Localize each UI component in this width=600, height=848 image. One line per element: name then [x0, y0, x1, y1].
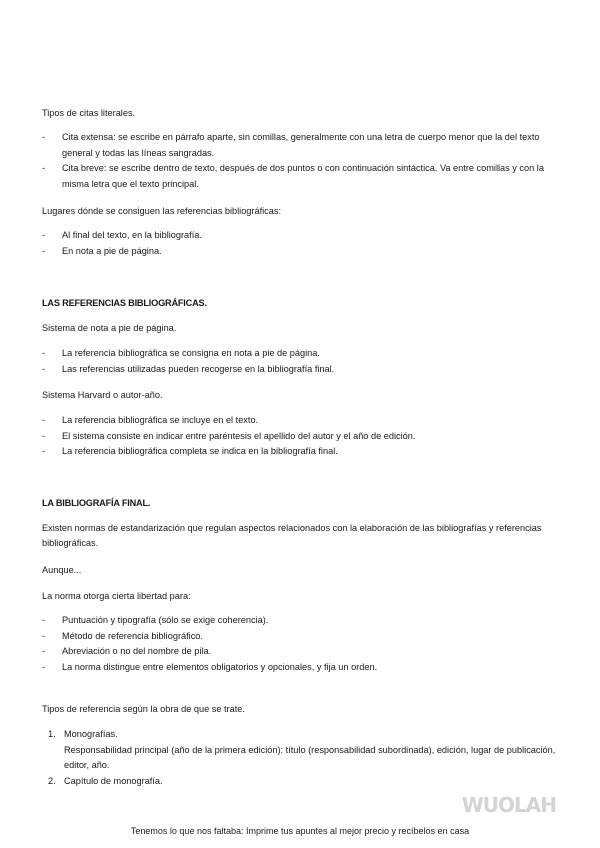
- referencias-title: LAS REFERENCIAS BIBLIOGRÁFICAS.: [42, 298, 207, 308]
- list-number: 2.: [48, 775, 56, 786]
- list-item: - Cita extensa: se escribe en párrafo aparte, sin comillas, generalmente con una letra de cuerpo menor que la del texto general y todas las líneas sangradas.: [42, 130, 567, 161]
- footer-text: Tenemos lo que nos faltaba: Imprime tus apuntes al mejor precio y recíbelos en casa: [130, 826, 470, 836]
- lugares-heading: Lugares dónde se consiguen las referencias bibliográficas:: [42, 206, 282, 216]
- aunque-text: Aunque...: [42, 565, 82, 575]
- tipo-label: Monografías.: [64, 729, 118, 739]
- list-item: - Puntuación y tipografía (sólo se exige coherencia).: [42, 613, 567, 629]
- nota-list: [42, 346, 567, 377]
- list-item: - Abreviación o no del nombre de pila.: [42, 644, 567, 660]
- tipos-heading: Tipos de referencia según la obra de que se trate.: [42, 704, 245, 714]
- list-number: 1.: [48, 729, 56, 739]
- list-item: - La norma distingue entre elementos obligatorios y opcionales, y fija un orden.: [42, 660, 567, 676]
- lugares-list: [42, 228, 567, 259]
- harvard-list: [42, 413, 567, 460]
- bibliografia-intro: Existen normas de estandarización que regulan aspectos relacionados con la elaboración de las bibliografías y referencias bibliográficas.: [42, 523, 542, 548]
- tipos-list: [42, 727, 567, 789]
- tipo-label: Capítulo de monografía.: [64, 775, 163, 786]
- list-item: - La referencia bibliográfica se consigna en nota a pie de página.: [42, 346, 567, 362]
- nota-heading: Sistema de nota a pie de página.: [42, 323, 177, 333]
- list-item: - La referencia bibliográfica completa se indica en la bibliografía final.: [42, 444, 567, 460]
- tipo-detail: Responsabilidad principal (año de la primera edición): título (responsabilidad subordinada), edición, lugar de publicación, editor, año.: [64, 744, 556, 770]
- list-item: - Método de referencia bibliográfico.: [42, 629, 567, 645]
- harvard-heading: Sistema Harvard o autor-año.: [42, 390, 163, 400]
- list-item: - Las referencias utilizadas pueden recogerse en la bibliografía final.: [42, 362, 567, 378]
- list-item: - El sistema consiste en indicar entre paréntesis el apellido del autor y el año de edición.: [42, 429, 567, 445]
- citas-list: [42, 130, 567, 192]
- bibliografia-title: LA BIBLIOGRAFÍA FINAL.: [42, 498, 151, 508]
- libertad-list: [42, 613, 567, 675]
- list-item: - Al final del texto, en la bibliografía.: [42, 228, 567, 244]
- libertad-heading: La norma otorga cierta libertad para:: [42, 591, 191, 601]
- list-item: - En nota a pie de página.: [42, 244, 567, 260]
- brand-logo: WUOLAH: [461, 793, 556, 817]
- list-item: [42, 727, 567, 774]
- list-item: - Cita breve: se escribe dentro de texto, después de dos puntos o con continuación sintáctica. Va entre comillas y con la misma letra que el texto principal.: [42, 161, 567, 192]
- citas-heading: Tipos de citas literales.: [42, 108, 136, 118]
- list-item: - La referencia bibliográfica se incluye en el texto.: [42, 413, 567, 429]
- list-item: [42, 774, 567, 790]
